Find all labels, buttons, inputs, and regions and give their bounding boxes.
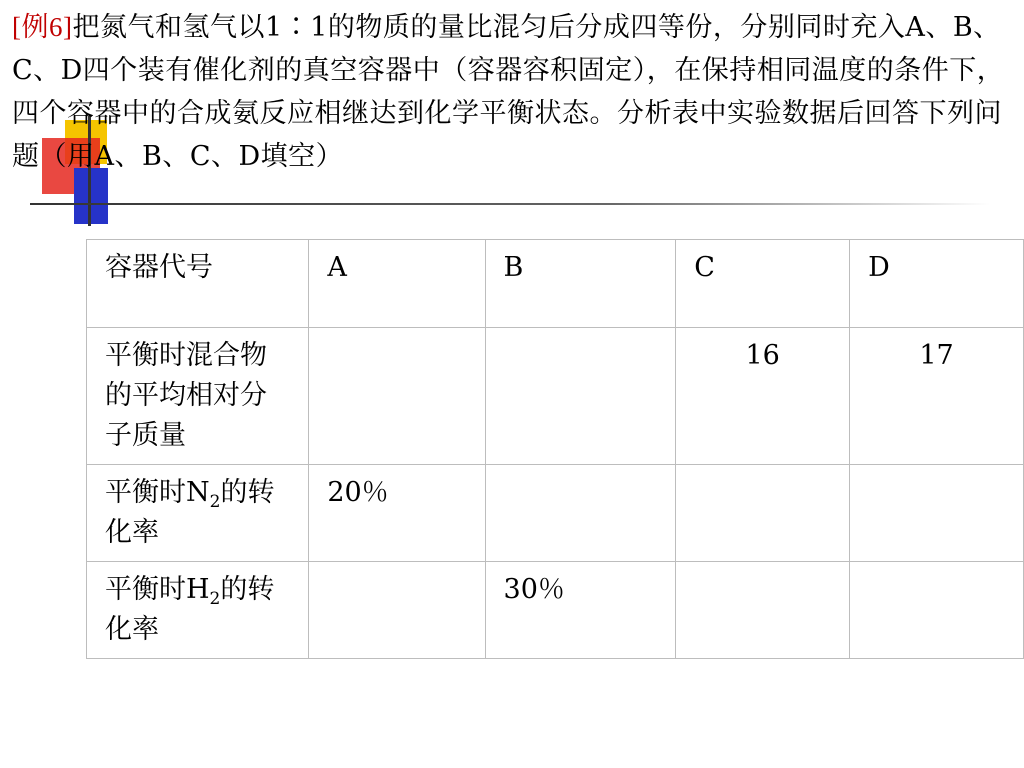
experiment-data-table [86,239,1024,659]
header-d: D [850,240,1024,328]
cell-n2-a: 20％ [309,465,485,562]
row-label-n2-conversion: 平衡时$N_2$的转化率 [87,465,309,562]
cell-h2-c [676,562,850,659]
table-header-row [87,240,1024,328]
header-container-code: 容器代号 [87,240,309,328]
table-row [87,465,1024,562]
header-c: C [676,240,850,328]
cell-h2-a [309,562,485,659]
header-a: A [309,240,485,328]
header-b: B [485,240,676,328]
cell-n2-b [485,465,676,562]
cell-molar-mass-a [309,328,485,465]
decor-horizontal-line [30,203,990,205]
cell-n2-c [676,465,850,562]
row-label-molar-mass: 平衡时混合物的平均相对分子质量 [87,328,309,465]
table-row [87,328,1024,465]
cell-h2-b: 30％ [485,562,676,659]
example-tag: [例6] [12,12,73,42]
cell-n2-d [850,465,1024,562]
problem-statement [12,6,1012,178]
problem-text: 把氮气和氢气以1∶1的物质的量比混匀后分成四等份，分别同时充入A、B、C、D四个装有催化剂的真空容器中（容器容积固定），在保持相同温度的条件下，四个容器中的合成氨反应相继达到化学平衡状态。分析表中实验数据后回答下列问题（用A、B、C、D填空） [12,12,1005,172]
cell-molar-mass-c: 16 [676,328,850,465]
row-label-h2-conversion: 平衡时$H_2$的转化率 [87,562,309,659]
cell-molar-mass-d: 17 [850,328,1024,465]
cell-molar-mass-b [485,328,676,465]
cell-h2-d [850,562,1024,659]
table-row [87,562,1024,659]
